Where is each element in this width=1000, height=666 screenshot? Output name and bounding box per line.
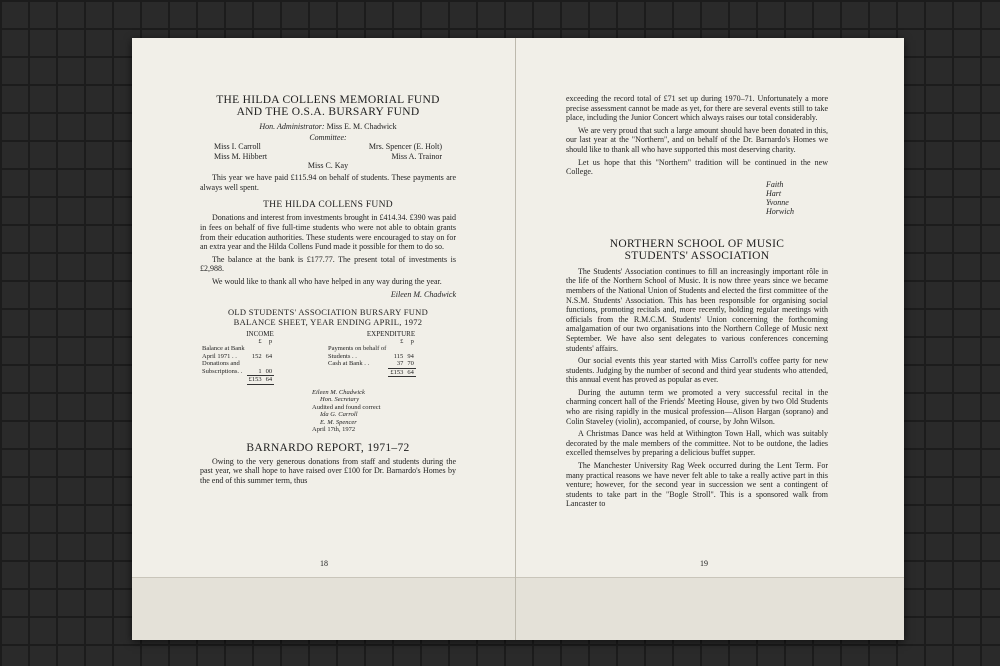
table-row [200, 360, 274, 368]
audit-line: Ida G. Carroll [320, 411, 358, 419]
table-cell: Subscriptions. . [202, 367, 243, 375]
table-row [326, 353, 416, 361]
table-cell: £ [400, 337, 404, 345]
page-bottom-strip [132, 577, 515, 640]
table-cell: 64 [407, 368, 414, 376]
paragraph: This year we have paid £115.94 on behalf of students. These payments are always well spent. [200, 173, 456, 192]
page-number: 19 [700, 559, 708, 568]
table-cell [264, 360, 275, 368]
association-title: NORTHERN SCHOOL OF MUSIC STUDENTS' ASSOCIATION [609, 237, 785, 262]
table-cell: 152 [251, 352, 262, 360]
audit-line: Audited and found correct [312, 403, 381, 411]
audit-line: E. M. Spencer [320, 418, 357, 426]
table-cell: Balance at Bank [202, 345, 245, 353]
table-row [200, 353, 274, 361]
paragraph: Owing to the very generous donations from staff and students during the past year, we shall hope to have raised over £100 for Dr. Barnardo's Homes by the end of this summer term, thus [200, 456, 456, 485]
administrator: Hon. Administrator: Miss E. M. Chadwick [259, 122, 397, 131]
table-cell: £ [258, 337, 262, 345]
table-cell: £153 [248, 376, 262, 384]
total-row [200, 376, 274, 385]
paragraph: A Christmas Dance was held at Withington Town Hall, which was suitably decorated by the male members of the committee. Not to be outdone, the ladies excelled themselves by preparing a delicious buffet supper. [566, 429, 828, 458]
table-cell: Students . . [328, 352, 357, 360]
table-cell: 1 [258, 367, 262, 375]
page-bottom-strip [516, 577, 904, 640]
table-row [200, 338, 274, 346]
table-row [200, 345, 274, 353]
paragraph: The Students' Association continues to fill an increasingly important rôle in the life of the Northern School of Music. It is now three years since we became members of the National Union of Students and elected the first committee of the N.S.M. Students' Association. This has been responsible for organising social functions, promoting recitals and, more recently, holding regular meetings with officials from the R.M.C.M. Students' Union concerning the forthcoming amalgamation of our two organisations into the Northern College of Music next September. We have also sent delegates to various conferences concerning students' affairs. [566, 266, 828, 353]
table-cell: April 1971 . . [202, 352, 237, 360]
balance-sheet-title: OLD STUDENTS' ASSOCIATION BURSARY FUND BALANCE SHEET, YEAR ENDING APRIL, 1972 [227, 306, 429, 327]
committee-member: Miss M. Hibbert [214, 151, 268, 161]
committee-row [214, 152, 442, 162]
right-page [516, 38, 904, 640]
audit-line: Hon. Secretary [320, 396, 360, 404]
committee-heading: Committee: [309, 133, 347, 142]
table-cell: Payments on behalf of [328, 345, 387, 353]
total-row [326, 368, 416, 377]
audit-line: April 17th, 1972 [312, 426, 356, 434]
income-heading: INCOME [246, 329, 274, 338]
paragraph: Let us hope that this "Northern" tradition will be continued in the new College. [566, 157, 828, 177]
table-row [326, 338, 416, 346]
table-cell: £153 [390, 368, 404, 376]
table-cell: 64 [265, 352, 273, 360]
table-cell: Cash at Bank . . [328, 360, 370, 368]
committee-member: Mrs. Spencer (E. Holt) [368, 142, 442, 151]
table-cell: p [410, 337, 414, 345]
section-heading: THE HILDA COLLENS FUND [263, 200, 393, 211]
paragraph: We are very proud that such a large amount should have been donated in this, our last year at the "Northern", and on behalf of the Dr. Barnardo's Homes we should like to thank all who have supported this most deserving charity. [566, 125, 828, 154]
table-cell [326, 338, 388, 346]
paragraph: We would like to thank all who have helped in any way during the year. [212, 276, 442, 286]
member-last: Miss C. Kay [307, 161, 349, 171]
expenditure-heading: EXPENDITURE [366, 329, 416, 338]
paragraph: Donations and interest from investments brought in £414.34. £390 was paid in fees on behalf of five full-time students who were not able to obtain grants from their education authorities. These students were encouraged to stay on for an extra year and the Hilda Collens Fund made it possible for them to do so. [200, 213, 456, 252]
table-cell: Donations and [202, 360, 240, 368]
table-cell [200, 376, 247, 385]
table-cell: 00 [265, 367, 273, 375]
table-cell [247, 360, 264, 368]
signature: Faith Hart Yvonne Horwich [766, 179, 794, 216]
table-row [326, 360, 416, 368]
paragraph: The Manchester University Rag Week occurred during the Lent Term. For many practical reasons we have never felt able to take a really active part in this venture; however, for the second year in succession we sent a contingent of students to take part in the "Bogle Stroll". This is a sponsored walk from Lancaster to [566, 461, 828, 509]
audit-line: Eileen M. Chadwick [312, 388, 365, 396]
committee-member: Miss A. Trainor [391, 151, 442, 161]
paragraph: The balance at the bank is £177.77. The present total of investments is £2,988. [200, 254, 456, 274]
income-table [200, 338, 274, 385]
table-cell [247, 345, 264, 353]
expenditure-table [326, 338, 416, 378]
table-cell: 70 [407, 360, 414, 368]
paragraph: During the autumn term we promoted a very successful recital in the charming concert hall of the Friends' Meeting House, given by two Old Students who are rising rapidly in the musical profession—Alison Hargan (soprano) and Colin Staveley (violin), accompanied, of course, by John Wilson. [566, 387, 828, 426]
barnardo-title: BARNARDO REPORT, 1971–72 [246, 441, 410, 454]
open-booklet [132, 38, 904, 640]
table-cell [388, 345, 405, 353]
table-cell: 94 [407, 352, 414, 360]
paragraph: Our social events this year started with Miss Carroll's coffee party for new students. Judging by the number of second and third year students who attended, this annual event has proved as popular as ever. [566, 356, 828, 385]
table-cell [200, 338, 247, 346]
signature: Eileen M. Chadwick [390, 289, 456, 299]
table-cell: p [268, 337, 273, 345]
committee-member: Miss I. Carroll [214, 142, 261, 151]
committee-members [200, 142, 456, 161]
table-cell: 115 [393, 352, 404, 360]
table-cell [326, 368, 388, 377]
table-cell: 37 [396, 360, 404, 368]
page-number: 18 [320, 559, 328, 568]
committee-row [214, 142, 442, 152]
table-cell [405, 345, 416, 353]
paragraph: exceeding the record total of £71 set up during 1970–71. Unfortunately a more precise assessment cannot be made as yet, for there are several events still to take place, including the Junior Concert which always raises our total considerably. [566, 94, 828, 123]
table-row [200, 368, 274, 376]
audit-note [312, 389, 456, 434]
fund-title: THE HILDA COLLENS MEMORIAL FUND AND THE O.S.A. BURSARY FUND [216, 94, 440, 118]
balance-sheet [200, 330, 456, 385]
table-row [326, 345, 416, 353]
table-cell [264, 345, 275, 353]
left-page [132, 38, 516, 640]
table-cell: 64 [265, 376, 273, 384]
